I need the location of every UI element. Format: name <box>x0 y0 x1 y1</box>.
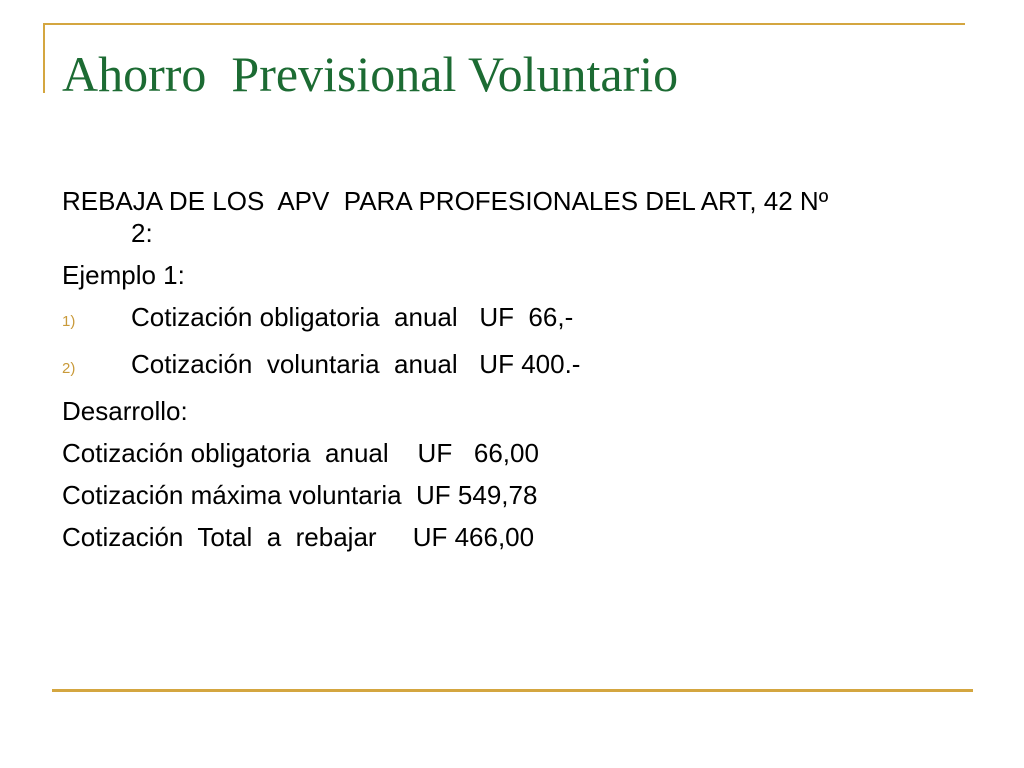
left-rule <box>43 23 45 93</box>
list-number: 2) <box>62 360 76 377</box>
top-rule <box>43 23 965 25</box>
heading-line-continuation: 2: <box>131 218 153 248</box>
calculation-row: Cotización máxima voluntaria UF 549,78 <box>62 480 538 510</box>
slide-title: Ahorro Previsional Voluntario <box>62 46 679 102</box>
slide-body <box>62 185 962 553</box>
list-item-text: Cotización voluntaria anual UF 400.- <box>131 349 581 379</box>
calculation-row: Cotización Total a rebajar UF 466,00 <box>62 522 535 552</box>
list-item-text: Cotización obligatoria anual UF 66,- <box>131 302 574 332</box>
development-label: Desarrollo: <box>62 396 188 426</box>
example-label: Ejemplo 1: <box>62 260 185 290</box>
bottom-rule <box>52 689 973 692</box>
list-item <box>62 348 962 385</box>
calculation-row: Cotización obligatoria anual UF 66,00 <box>62 438 539 468</box>
list-number: 1) <box>62 313 76 330</box>
heading-line: REBAJA DE LOS APV PARA PROFESIONALES DEL ART, 42 Nº <box>62 186 829 216</box>
list-item <box>62 301 962 338</box>
